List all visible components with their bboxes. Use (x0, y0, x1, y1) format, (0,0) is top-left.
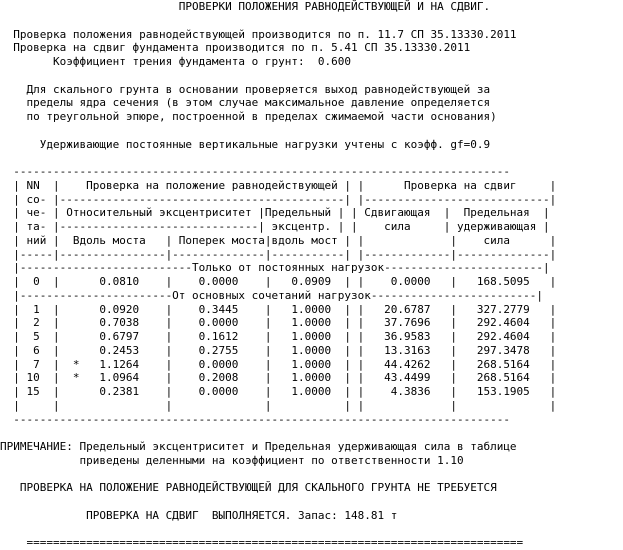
report-line: Для скального грунта в основании проверяется выход равнодействующей за (0, 82, 491, 96)
report-line: | 7 | * 1.1264 | 0.0000 | 1.0000 | | 44.4262 | 268.5164 | (0, 357, 557, 371)
report-line: | NN | Проверка на положение равнодействующей | | Проверка на сдвиг | (0, 178, 557, 192)
report-line: | | | | | | | | (0, 398, 557, 412)
report-line (0, 495, 556, 509)
report-line: ПРОВЕРКИ ПОЛОЖЕНИЯ РАВНОДЕЙСТВУЮЩЕЙ И НА СДВИГ. (0, 0, 491, 13)
report-line: Проверка положения равнодействующей производится по п. 11.7 СП 35.13330.2011 (0, 27, 517, 41)
report-line: | 2 | 0.7038 | 0.0000 | 1.0000 | | 37.7696 | 292.4604 | (0, 316, 557, 330)
report-line: | 15 | 0.2381 | 0.0000 | 1.0000 | | 4.3836 | 153.1905 | (0, 385, 557, 398)
report-line: | 0 | 0.0810 | 0.0000 | 0.0909 | | 0.0000 | 168.5095 | (0, 275, 557, 288)
report-line: приведены деленными на коэффициент по ответственности 1.10 (0, 453, 464, 467)
report-line: |-----|----------------|--------------|-----------| |-------------|--------------| (0, 247, 557, 261)
report-line: | 1 | 0.0920 | 0.3445 | 1.0000 | | 20.6787 | 327.2779 | (0, 302, 557, 316)
report-line: | со- |-------------------------------------------| |----------------------------| (0, 192, 557, 206)
report-line: по треугольной эпюре, построенной в пределах сжимаемой части основания) (0, 110, 497, 123)
report-line: | 5 | 0.6797 | 0.1612 | 1.0000 | | 36.9583 | 292.4604 | (0, 330, 557, 343)
report-line (0, 124, 556, 138)
report-line: ПРОВЕРКА НА ПОЛОЖЕНИЕ РАВНОДЕЙСТВУЮЩЕЙ ДЛЯ СКАЛЬНОГО ГРУНТА НЕ ТРЕБУЕТСЯ (0, 481, 497, 495)
report-line (0, 523, 556, 537)
report-line: Коэффициент трения фундамента о грунт: 0.600 (0, 55, 351, 68)
report-line: ПРОВЕРКА НА СДВИГ ВЫПОЛНЯЕТСЯ. Запас: 148.81 т (0, 508, 398, 522)
report-line: | ний | Вдоль моста | Поперек моста|вдоль мост | | | сила | (0, 233, 557, 247)
report-line (0, 69, 556, 83)
report-line: |--------------------------Только от постоянных нагрузок------------------------| (0, 261, 550, 275)
report-line (0, 468, 556, 482)
report-line: Проверка на сдвиг фундамента производится по п. 5.41 СП 35.13330.2011 (0, 41, 471, 55)
report-line: ПРИМЕЧАНИЕ: Предельный эксцентриситет и Предельная удерживающая сила в таблице (0, 440, 517, 453)
report-line: |-----------------------От основных сочетаний нагрузок-------------------------| (0, 288, 544, 302)
report-line: | 10 | * 1.0964 | 0.2008 | 1.0000 | | 43.4499 | 268.5164 | (0, 371, 557, 385)
report-line (0, 151, 556, 165)
report-line: | та- |------------------------------| эксцентр. | | сила | удерживающая | (0, 220, 550, 233)
report-line (0, 14, 556, 28)
report-line: Удерживающие постоянные вертикальные нагрузки учтены с коэфф. gf=0.9 (0, 137, 491, 151)
report-line: пределы ядра сечения (в этом случае максимальное давление определяется (0, 96, 491, 110)
report-line: --------------------------------------------------------------------------- (0, 165, 510, 178)
report-line: --------------------------------------------------------------------------- (0, 412, 510, 426)
report-line: =========================================================================== (0, 536, 524, 550)
report-line: | че- | Относительный эксцентриситет |Предельный | | Сдвигающая | Предельная | (0, 206, 550, 220)
report-line (0, 426, 556, 440)
report-line: | 6 | 0.2453 | 0.2755 | 1.0000 | | 13.3163 | 297.3478 | (0, 343, 557, 357)
